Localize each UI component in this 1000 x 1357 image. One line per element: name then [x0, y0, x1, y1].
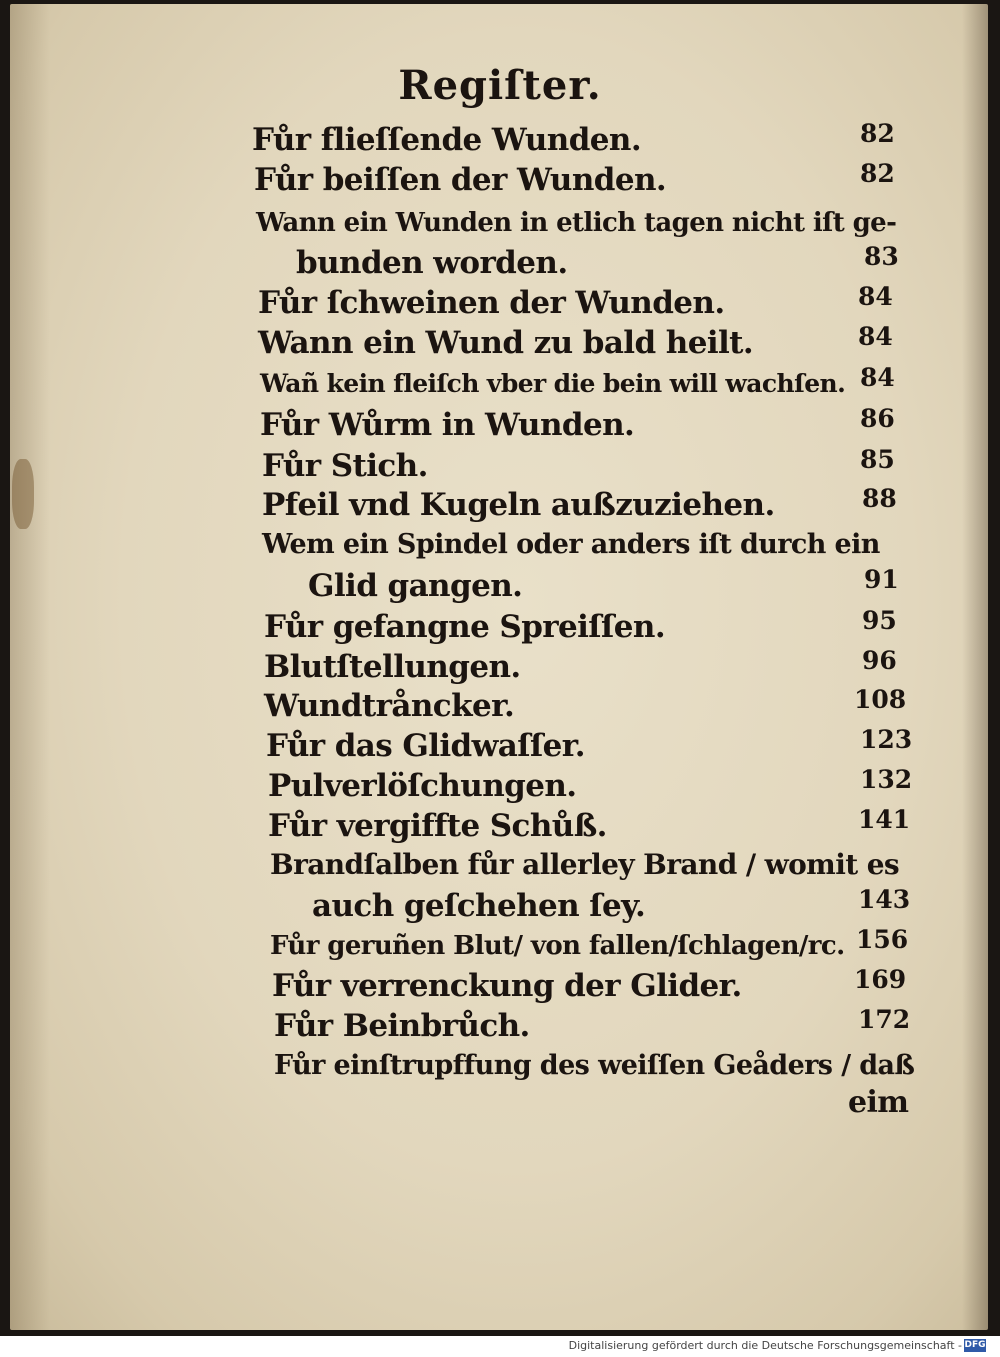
- register-entry: [848, 1083, 908, 1123]
- register-entry: [268, 765, 913, 806]
- register-entry: [308, 566, 908, 606]
- register-entry: [264, 607, 904, 647]
- entry-page-number: 143: [858, 885, 911, 914]
- entry-title: Blutſtellungen.: [264, 649, 521, 685]
- entry-title: Wann ein Wunden in etlich tagen nicht iſt ge-: [256, 208, 897, 238]
- entry-title: Fůr ſchweinen der Wunden.: [258, 285, 725, 321]
- entry-title: Wundtråncker.: [264, 688, 515, 724]
- entry-page-number: 84: [860, 363, 895, 392]
- entry-title: Fůr Stich.: [262, 448, 428, 484]
- entry-title: Fůr geruñen Blut/ von fallen/ſchlagen/rc.: [270, 931, 845, 961]
- entry-title: Glid gangen.: [308, 568, 523, 604]
- register-entry: [268, 805, 911, 846]
- register-entry: [262, 446, 902, 486]
- entry-title: bunden worden.: [296, 245, 568, 281]
- entry-page-number: 123: [860, 725, 913, 754]
- entry-title: Fůr das Glidwaſſer.: [266, 728, 585, 764]
- register-entry: [258, 323, 898, 363]
- entry-title: Fůr verrenckung der Glider.: [272, 968, 742, 1004]
- footer-credit: Digitalisierung gefördert durch die Deutsche Forschungsgemeinschaft -: [568, 1339, 962, 1352]
- entry-title: Pulverlöſchungen.: [268, 768, 577, 804]
- entry-page-number: 82: [860, 159, 895, 188]
- entry-title: Pfeil vnd Kugeln außzuziehen.: [262, 487, 775, 523]
- entry-page-number: 132: [860, 765, 913, 794]
- entry-title: Wann ein Wund zu bald heilt.: [258, 325, 754, 361]
- entry-title: Fůr gefangne Spreiſſen.: [264, 609, 666, 645]
- register-entry: [260, 364, 900, 404]
- register-entry: [260, 405, 900, 445]
- register-entry: [252, 119, 895, 160]
- entry-title: Wem ein Spindel oder anders iſt durch ein: [262, 529, 880, 560]
- entry-page-number: 96: [862, 646, 897, 675]
- register-entry: [256, 203, 896, 243]
- entry-page-number: 88: [862, 484, 897, 513]
- register-entry: [270, 845, 910, 885]
- entry-page-number: 108: [854, 685, 907, 714]
- entry-title: Fůr Beinbrůch.: [274, 1008, 530, 1044]
- dfg-logo: DFG: [964, 1340, 986, 1350]
- register-entry: [258, 283, 898, 323]
- entry-page-number: 95: [862, 606, 897, 635]
- footer-bar: [0, 1336, 1000, 1357]
- register-entry: [270, 926, 910, 966]
- entry-title: Fůr flieſſende Wunden.: [252, 122, 642, 158]
- entry-page-number: 82: [860, 119, 895, 148]
- entry-page-number: 84: [858, 322, 893, 351]
- entry-page-number: 172: [858, 1005, 911, 1034]
- entry-page-number: 141: [858, 805, 911, 834]
- register-entry: [274, 1046, 914, 1086]
- register-entry: [296, 242, 899, 283]
- register-entry: [254, 160, 894, 200]
- register-entry: [274, 1006, 914, 1046]
- register-entry: [272, 966, 912, 1006]
- entry-title: Fůr beiſſen der Wunden.: [254, 162, 667, 198]
- register-entry: [262, 485, 902, 525]
- entry-title: auch geſchehen ſey.: [312, 888, 646, 924]
- register-entry: [264, 647, 904, 687]
- entry-title: Wañ kein fleiſch vber die bein will wachſen.: [260, 369, 846, 398]
- entry-title: eim: [848, 1085, 909, 1120]
- page-heading: Regiſter.: [398, 62, 602, 109]
- entry-title: Brandſalben fůr allerley Brand / womit es: [270, 848, 900, 881]
- register-entry: [262, 525, 902, 565]
- entry-title: Fůr Wůrm in Wunden.: [260, 407, 635, 443]
- entry-page-number: 84: [858, 282, 893, 311]
- register-entry: [264, 685, 907, 726]
- entry-page-number: 156: [856, 925, 909, 954]
- entry-page-number: 169: [854, 965, 907, 994]
- entry-title: Fůr vergiffte Schůß.: [268, 808, 607, 844]
- register-entry: [266, 725, 913, 766]
- entry-title: Fůr einſtrupffung des weiſſen Geåders / daß: [274, 1050, 915, 1081]
- entry-page-number: 83: [864, 242, 899, 271]
- entry-page-number: 86: [860, 404, 895, 433]
- entry-page-number: 91: [864, 565, 899, 594]
- entry-page-number: 85: [860, 445, 895, 474]
- register-entry: [312, 886, 912, 926]
